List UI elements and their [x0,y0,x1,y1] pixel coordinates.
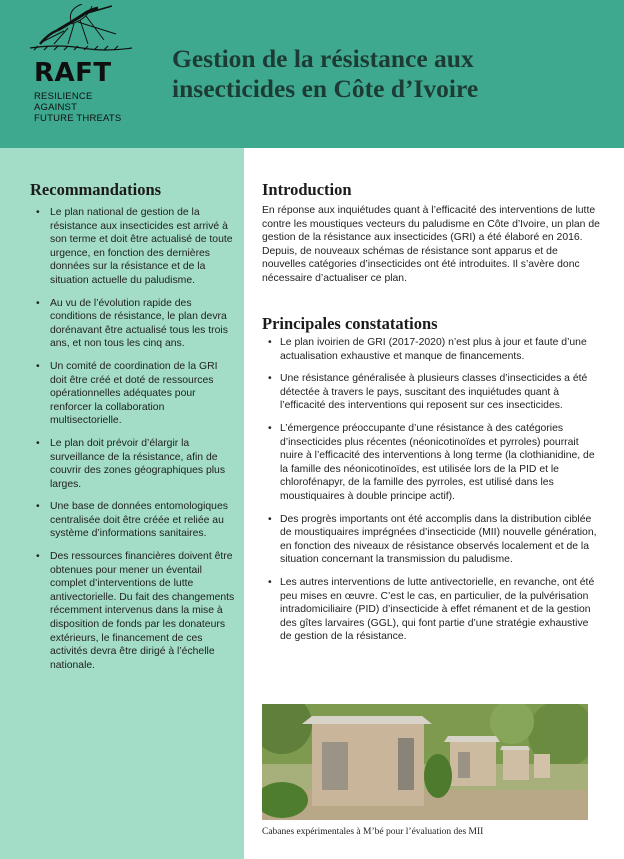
recommendations-sidebar [0,148,244,859]
header-banner [0,0,624,148]
logo-tagline-line-1: RESILIENCE AGAINST [34,91,93,113]
page-title-line-1: Gestion de la résistance aux [172,44,474,73]
logo-tagline [34,91,136,124]
finding-item: • Le plan ivoirien de GRI (2017-2020) n’est plus à jour et faute d’une actualisation exhaustive et manque de financements. [262,336,600,363]
page-title [172,44,592,104]
photo-caption: Cabanes expérimentales à M’bé pour l’évaluation des MII [262,827,484,837]
finding-item: • Des progrès importants ont été accomplis dans la distribution ciblée de moustiquaires imprégnées d’insecticide (MII) nouvelle génération, en fonction des niveaux de résistance observés localement et de la situation concernant la transmission du paludisme. [262,513,600,567]
recommendation-item: • Des ressources financières doivent être obtenues pour mener un éventail complet d’interventions de lutte antivectorielle. Du fait des changements récemment intervenus dans la mise à disposition de fonds par les donateurs extérieurs, le financement de ces activités devra être dirigé à l’échelle nationale. [30,550,236,672]
recommendations-list [30,206,236,681]
recommendation-item: • Le plan national de gestion de la résistance aux insecticides est arrivé à son terme et doit être actualisé de toute urgence, en fonction des dernières données sur la résistance et de la situation actuelle du paludisme. [30,206,236,288]
page-title-line-2: insecticides en Côte d’Ivoire [172,74,479,103]
logo-tagline-line-2: FUTURE THREATS [34,113,122,124]
findings-list [262,336,600,653]
recommendation-item: • Au vu de l’évolution rapide des conditions de résistance, le plan devra dorénavant être actualisé tous les trois ans, et non tous les cinq ans. [30,297,236,351]
recommendations-heading: Recommandations [30,180,162,199]
finding-item: • Les autres interventions de lutte antivectorielle, en revanche, ont été peu mises en œuvre. C’est le cas, en particulier, de la pulvérisation intradomiciliaire (PID) d’insecticide à effet rémanent et de la gestion des gîtes larvaires (GGL), qui font partie d’une stratégie exhaustive de gestion de la résistance. [262,576,600,644]
recommendation-item: • Une base de données entomologiques centralisée doit être créée et reliée au système d’informations sanitaires. [30,500,236,541]
finding-item: • L’émergence préoccupante d’une résistance à des catégories d’insecticides plus récentes (néonicotinoïdes et pyrroles) pourrait nuire à l’efficacité des interventions à long terme (la clothianidine, de la famille des néonicotinoïdes, est utilisée lors de la PID et le chlorofénapyr, de la famille des pyrroles, est utilisé dans les moustiquaires à double principe actif). [262,422,600,504]
raft-logo [28,4,136,122]
recommendation-item: • Un comité de coordination de la GRI doit être créé et doté de ressources opérationnelles adéquates pour renforcer la collaboration multisectorielle. [30,360,236,428]
finding-item: • Une résistance généralisée à plusieurs classes d’insecticides a été détectée à travers le pays, suscitant des inquiétudes quant à l’efficacité des interventions qui reposent sur ces insecticides. [262,372,600,413]
mosquito-icon [28,4,136,60]
findings-heading: Principales constatations [262,314,438,333]
recommendation-item: • Le plan doit prévoir d’élargir la surveillance de la résistance, afin de couvrir des zones géographiques plus larges. [30,437,236,491]
experimental-huts-photo [262,704,588,820]
introduction-text: En réponse aux inquiétudes quant à l’efficacité des interventions de lutte contre les moustiques vecteurs du paludisme en Côte d’Ivoire, un plan de gestion de la résistance aux insecticides (GRI) a été élaboré en 2016. Depuis, de nouveaux schémas de résistance sont apparus et de nouvelles catégories d’insecticides ont été introduites. Il s’avère donc nécessaire d’actualiser ce plan. [262,205,600,284]
logo-wordmark: RAFT [34,58,112,88]
introduction-heading: Introduction [262,180,352,199]
